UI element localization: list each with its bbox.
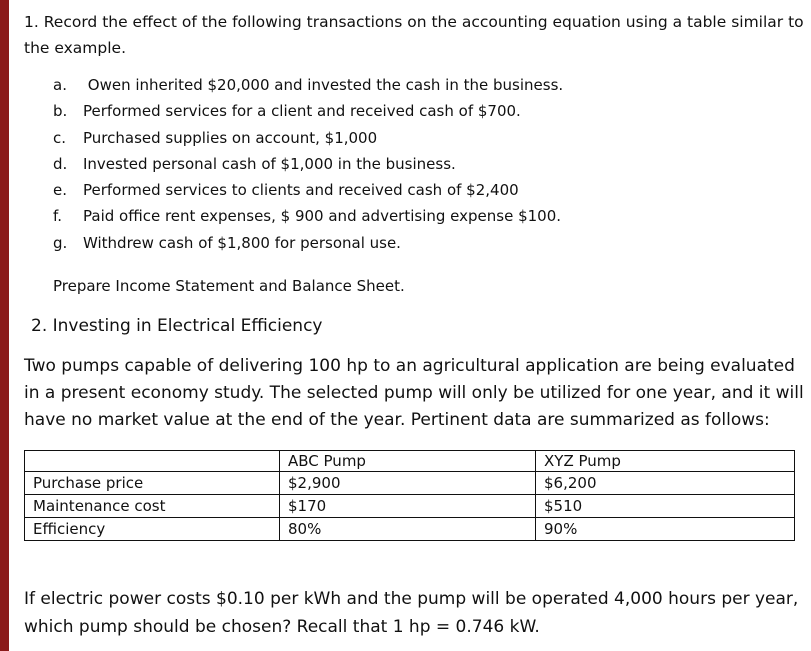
list-item-text: Withdrew cash of $1,800 for personal use. (83, 233, 401, 252)
table-cell: 80% (280, 518, 536, 541)
table-row (25, 495, 795, 518)
table-cell: Purchase price (25, 472, 280, 495)
table-header-cell (25, 451, 280, 472)
table-cell: Maintenance cost (25, 495, 280, 518)
table-cell: 90% (536, 518, 795, 541)
list-item-letter: f. (53, 207, 62, 226)
question-line: If electric power costs $0.10 per kWh and the pump will be operated 4,000 hours per year, (24, 589, 799, 609)
list-item-text: Paid office rent expenses, $ 900 and advertising expense $100. (83, 207, 562, 226)
pump-comparison-table (24, 450, 795, 541)
table-row (25, 472, 795, 495)
list-item-text: Invested personal cash of $1,000 in the business. (83, 154, 456, 173)
table-cell: Efficiency (25, 518, 280, 541)
list-item-letter: d. (53, 154, 68, 173)
prepare-instruction: Prepare Income Statement and Balance Sheet. (53, 277, 405, 295)
question-line: which pump should be chosen? Recall that 1 hp = 0.746 kW. (24, 617, 540, 637)
list-item (53, 98, 563, 124)
left-accent-bar (0, 0, 9, 651)
list-item-letter: c. (53, 128, 67, 147)
table-header-cell: ABC Pump (280, 451, 536, 472)
list-item-letter: a. (53, 76, 67, 94)
list-item (53, 125, 563, 151)
table-cell: $6,200 (536, 472, 795, 495)
list-item (53, 177, 563, 203)
question-1-prompt: 1. Record the effect of the following transactions on the accounting equation using a table similar to the example. (24, 13, 804, 57)
list-item-text: Purchased supplies on account, $1,000 (83, 128, 378, 147)
table-header-row (25, 451, 795, 472)
transaction-list (53, 72, 563, 256)
list-item-letter: b. (53, 102, 68, 121)
list-item (53, 72, 563, 98)
table-cell: $2,900 (280, 472, 536, 495)
question-2-title: 2. Investing in Electrical Efficiency (31, 316, 323, 336)
table-row (25, 518, 795, 541)
list-item (53, 203, 563, 229)
list-item-letter: g. (53, 233, 68, 252)
list-item-text: Performed services to clients and received cash of $2,400 (83, 181, 519, 200)
table-cell: $510 (536, 495, 795, 518)
list-item (53, 151, 563, 177)
list-item (53, 230, 563, 256)
question-2-final-question (24, 585, 810, 641)
table-header-cell: XYZ Pump (536, 451, 795, 472)
list-item-letter: e. (53, 181, 67, 200)
table-cell: $170 (280, 495, 536, 518)
list-item-text: Owen inherited $20,000 and invested the cash in the business. (83, 76, 564, 94)
list-item-text: Performed services for a client and received cash of $700. (83, 102, 521, 121)
question-2-paragraph: Two pumps capable of delivering 100 hp to an agricultural application are being evaluated in a present economy study. The selected pump will only be utilized for one year, and it will have no market value at the end of the year. Pertinent data are summarized as follows: (24, 356, 804, 430)
